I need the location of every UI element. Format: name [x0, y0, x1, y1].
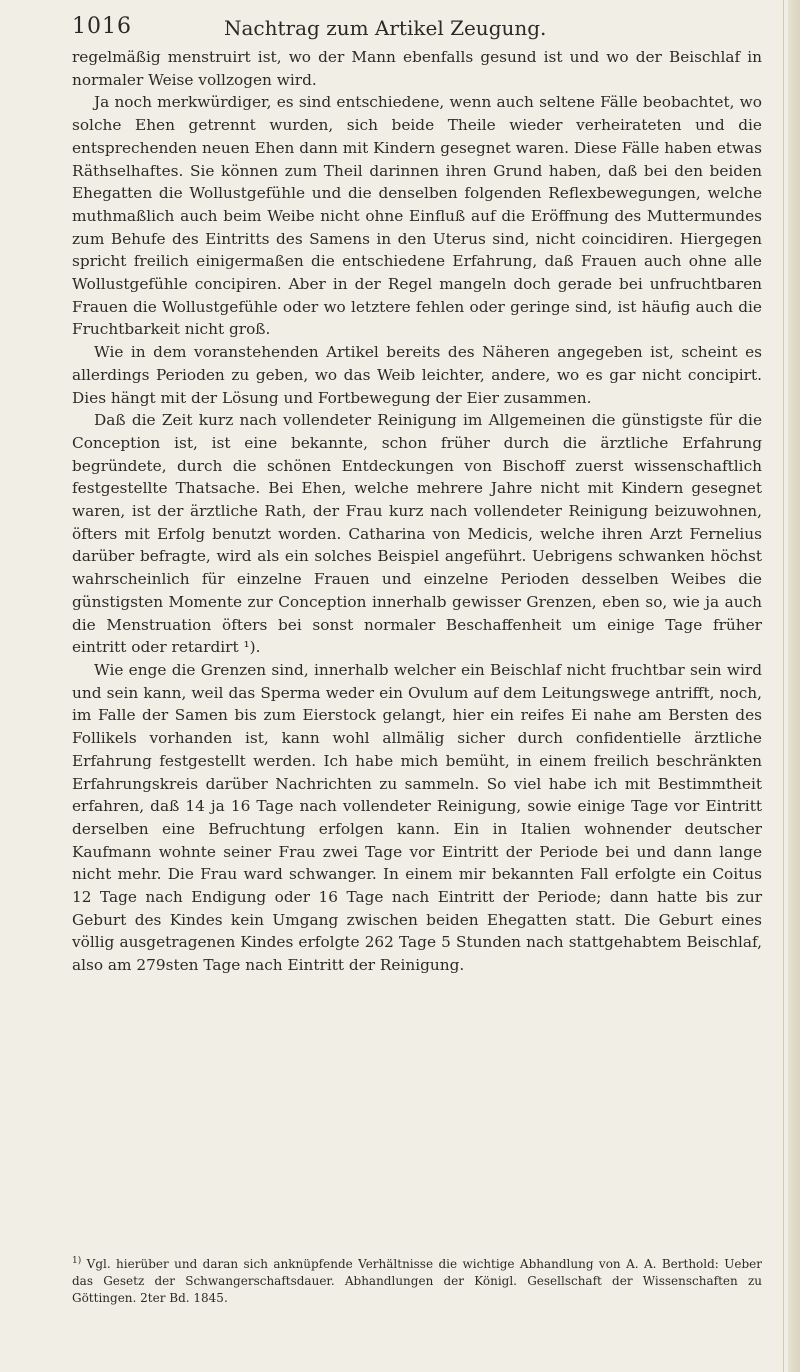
paragraph-1: regelmäßig menstruirt ist, wo der Mann ebenfalls gesund ist und wo der Beischlaf in normaler Weise vollzogen wird.: [72, 48, 762, 89]
page-edge-line: [783, 0, 784, 1372]
page-edge-shadow: [788, 0, 800, 1372]
paragraph-5: Wie enge die Grenzen sind, innerhalb welcher ein Beischlaf nicht fruchtbar sein wird und sein kann, weil das Sperma weder ein Ovulum auf dem Leitungswege antrifft, noch, im Falle der Samen bis zum Eierstock gelangt, hier ein reifes Ei nahe am Bersten des Follikels vorhanden ist, kann wohl allmälig sicher durch confidentielle ärztliche Erfahrung festgestellt werden. Ich habe mich bemüht, in einem freilich beschränkten Erfahrungskreis darüber Nachrichten zu sammeln. So viel habe ich mit Bestimmtheit erfahren, daß 14 ja 16 Tage nach vollendeter Reinigung, sowie einige Tage vor Eintritt derselben eine Befruchtung erfolgen kann. Ein in Italien wohnender deutscher Kaufmann wohnte seiner Frau zwei Tage vor Eintritt der Periode bei und dann lange nicht mehr. Die Frau ward schwanger. In einem mir bekannten Fall erfolgte ein Coitus 12 Tage nach Endigung oder 16 Tage nach Eintritt der Periode; dann hatte bis zur Geburt des Kindes kein Umgang zwischen beiden Ehegatten statt. Die Geburt eines völlig ausgetragenen Kindes erfolgte 262 Tage 5 Stunden nach stattgehabtem Beischlaf, also am 279sten Tage nach Eintritt der Reinigung.: [72, 660, 762, 975]
paragraph-3: Wie in dem voranstehenden Artikel bereits des Näheren angegeben ist, scheint es allerdings Perioden zu geben, wo das Weib leichter, andere, wo es gar nicht concipirt. Dies hängt mit der Lösung und Fortbewegung der Eier zusammen.: [72, 343, 762, 407]
page-header: [72, 14, 762, 44]
footnote-text: Vgl. hierüber und daran sich anknüpfende Verhältnisse die wichtige Abhandlung von A. A. Berthold: Ueber das Gesetz der Schwangerschaftsdauer. Abhandlungen der Königl. Gesellschaft der Wissenschaften zu Göttingen. 2ter Bd. 1845.: [72, 1257, 762, 1305]
body-text: [72, 46, 762, 977]
footnote-mark: 1): [72, 1256, 82, 1266]
footnote: [72, 1253, 762, 1307]
paragraph-2: Ja noch merkwürdiger, es sind entschiedene, wenn auch seltene Fälle beobachtet, wo solche Ehen getrennt wurden, sich beide Theile wieder verheirateten und die entsprechenden neuen Ehen dann mit Kindern gesegnet waren. Diese Fälle haben etwas Räthselhaftes. Sie können zum Theil darinnen ihren Grund haben, daß bei den beiden Ehegatten die Wollustgefühle und die denselben folgenden Reflexbewegungen, welche muthmaßlich auch beim Weibe nicht ohne Einfluß auf die Eröffnung des Muttermundes zum Behufe des Eintritts des Samens in den Uterus sind, nicht coincidiren. Hiergegen spricht freilich einigermaßen die entschiedene Erfahrung, daß Frauen auch ohne alle Wollustgefühle concipiren. Aber in der Regel mangeln doch gerade bei unfruchtbaren Frauen die Wollustgefühle oder wo letztere fehlen oder geringe sind, ist häufig auch die Fruchtbarkeit nicht groß.: [72, 93, 762, 339]
page-number: 1016: [72, 14, 132, 39]
paragraph-4: Daß die Zeit kurz nach vollendeter Reinigung im Allgemeinen die günstigste für die Conception ist, ist eine bekannte, schon früher durch die ärztliche Erfahrung begründete, durch die schönen Entdeckungen von Bischoff zuerst wissenschaftlich festgestellte Thatsache. Bei Ehen, welche mehrere Jahre nicht mit Kindern gesegnet waren, ist der ärztliche Rath, der Frau kurz nach vollendeter Reinigung beizuwohnen, öfters mit Erfolg benutzt worden. Catharina von Medicis, welche ihren Arzt Fernelius darüber befragte, wird als ein solches Beispiel angeführt. Uebrigens schwanken höchst wahrscheinlich für einzelne Frauen und einzelne Perioden desselben Weibes die günstigsten Momente zur Conception innerhalb gewisser Grenzen, eben so, wie ja auch die Menstruation öfters bei sonst normaler Beschaffenheit um einige Tage früher eintritt oder retardirt ¹).: [72, 411, 762, 657]
running-title: Nachtrag zum Artikel Zeugung.: [224, 16, 547, 40]
